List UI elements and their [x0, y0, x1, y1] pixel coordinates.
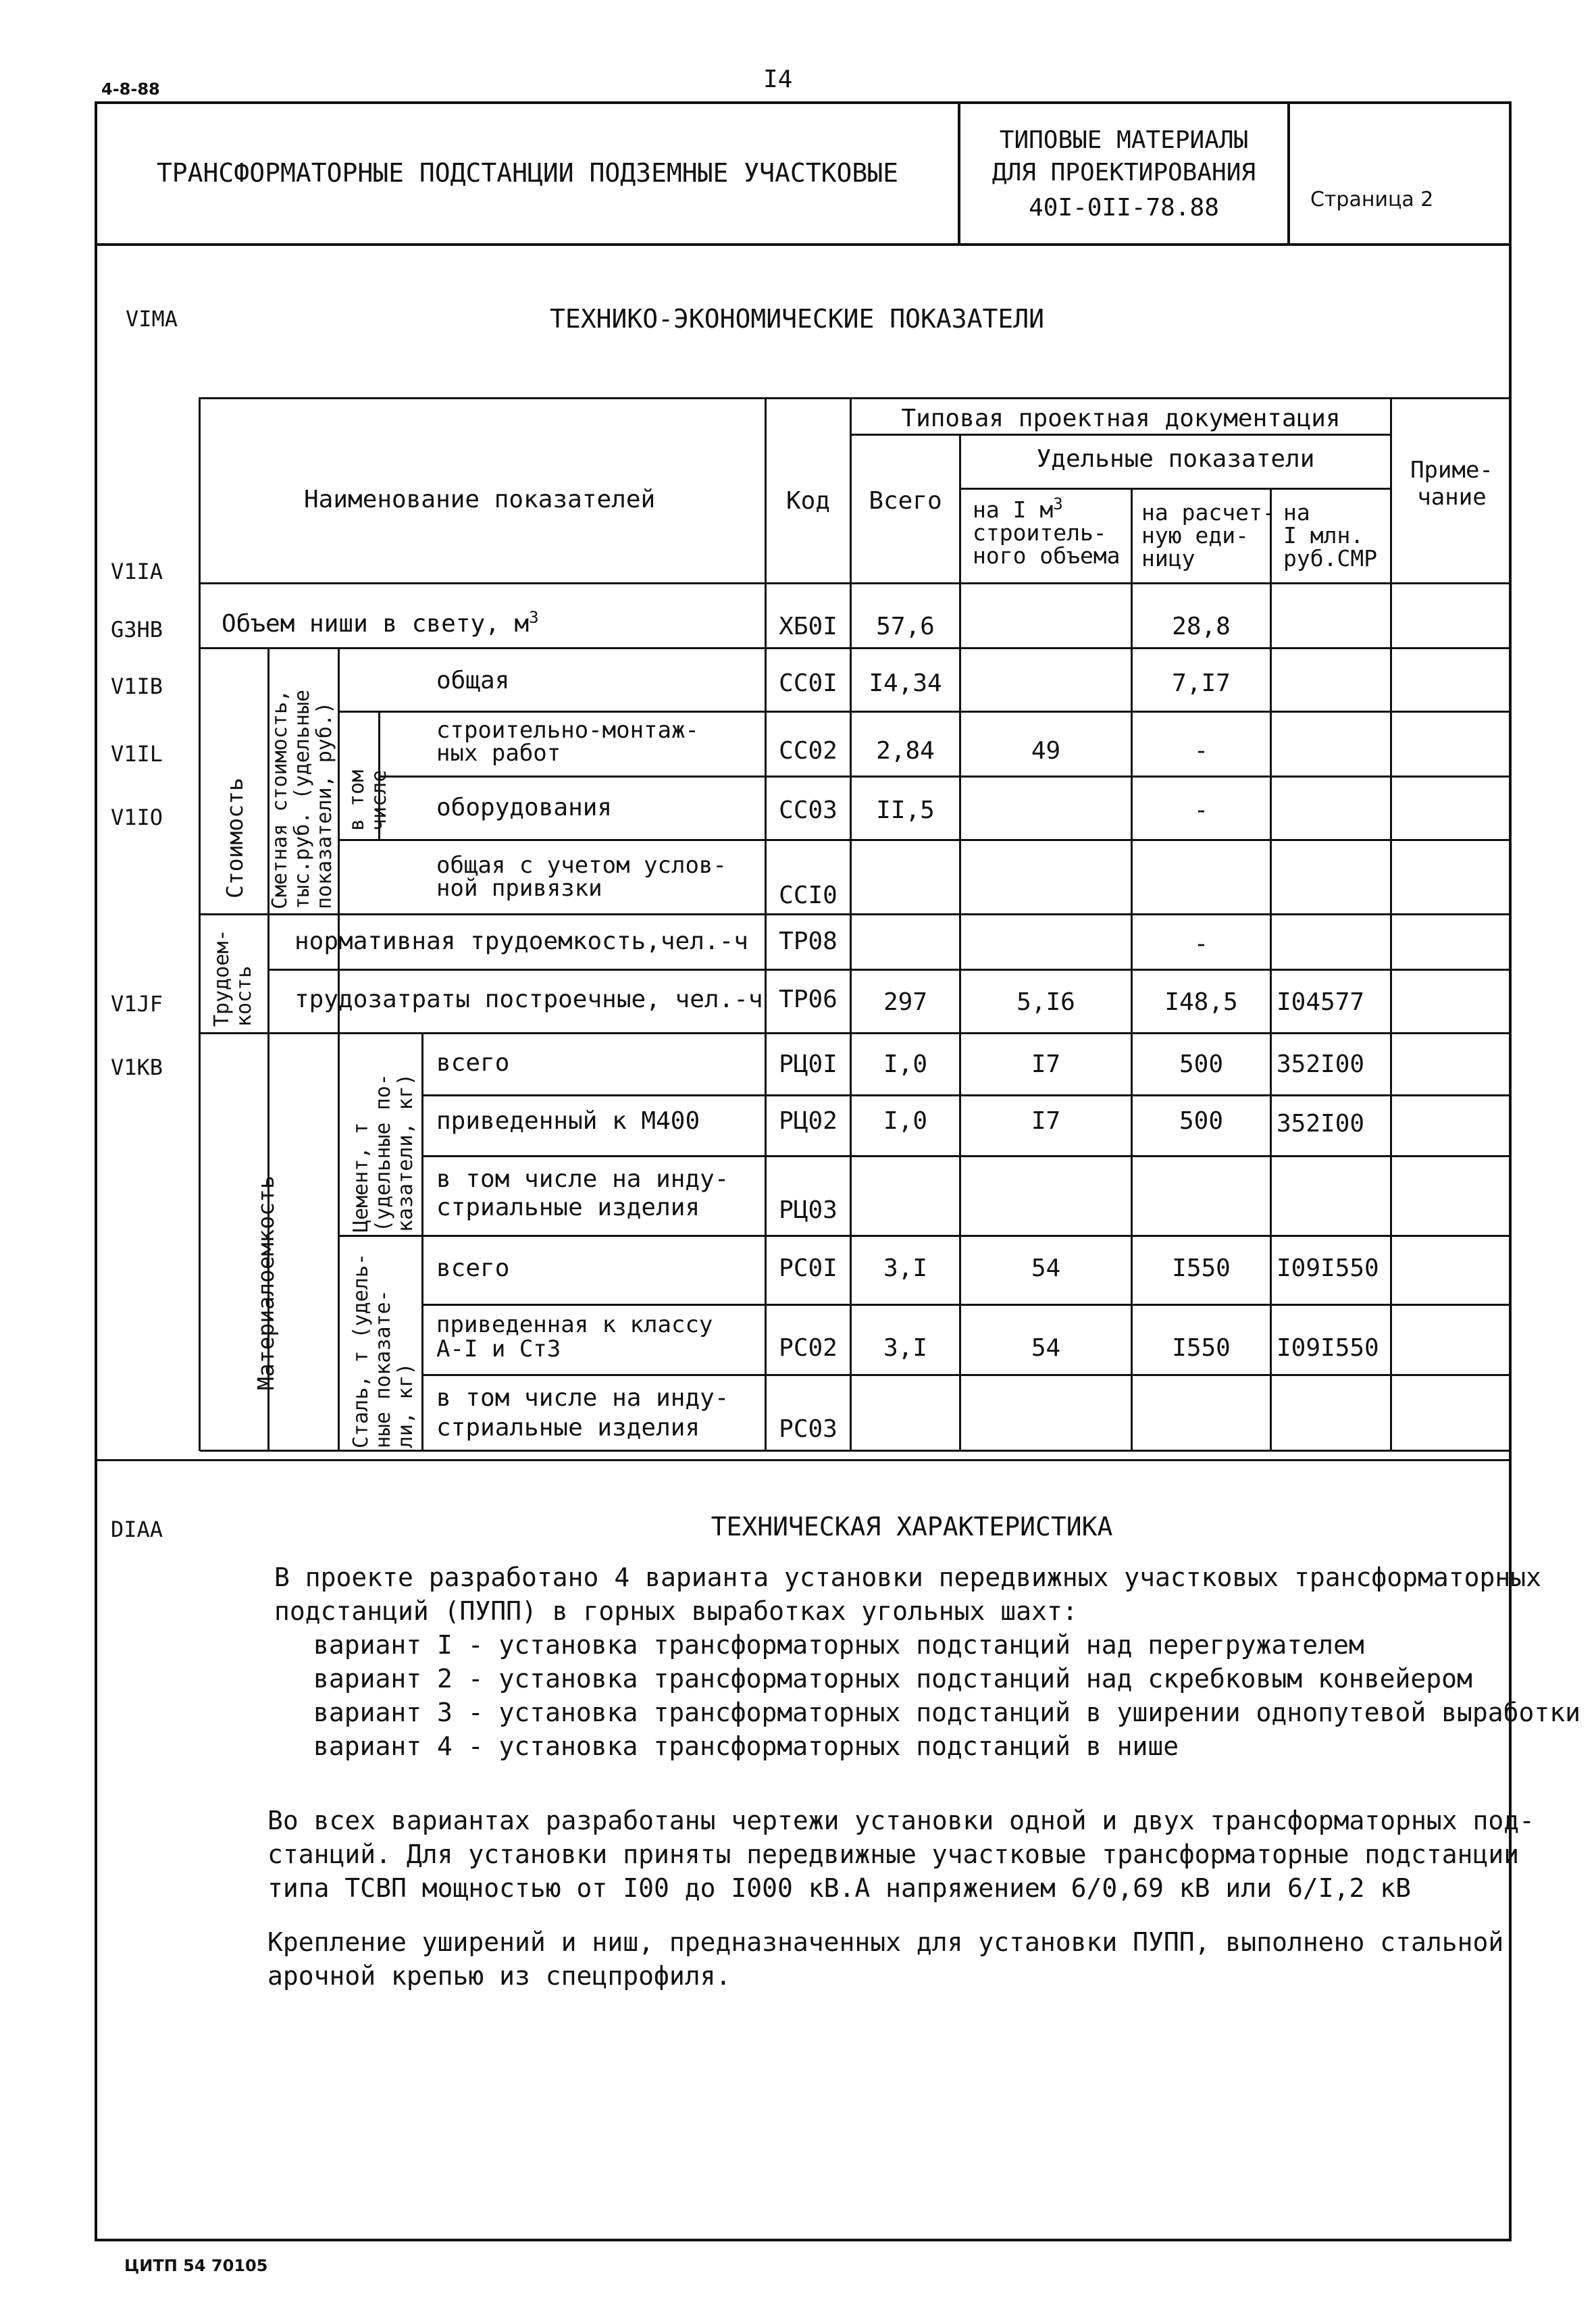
row-name-l2: А-I и Ст3 — [436, 1336, 561, 1363]
row-name-l2: стриальные изделия — [436, 1414, 700, 1442]
side-code: DIAA — [111, 1517, 163, 1542]
side-code: V1IL — [111, 741, 163, 767]
row-code: РЦ03 — [779, 1196, 838, 1224]
row-per-unit: - — [1193, 930, 1209, 958]
row-per-unit: 28,8 — [1172, 613, 1231, 640]
row-per-mln: I09I550 — [1277, 1254, 1379, 1282]
col-header-per-mln-l2: I млн. — [1283, 522, 1364, 549]
vgroup-steel: Сталь, т (удель- ные показате- ли, кг) — [349, 1253, 417, 1448]
row-code: СС02 — [779, 737, 838, 765]
side-code: V1IB — [111, 673, 163, 699]
paragraph-line: Крепление уширений и ниш, предназначенных для установки ПУПП, выполнено стальной — [267, 1927, 1504, 1957]
group-header-specific: Удельные показатели — [1036, 445, 1315, 473]
col-header-per-mln: на — [1283, 499, 1310, 526]
row-per-m3: I7 — [1031, 1107, 1061, 1135]
page-number: I4 — [763, 66, 793, 93]
row-code: РЦ0I — [779, 1050, 838, 1078]
row-name: всего — [436, 1049, 510, 1077]
paragraph-line: Во всех вариантах разработаны чертежи установки одной и двух трансформаторных под- — [267, 1806, 1535, 1835]
row-per-unit: - — [1193, 796, 1209, 824]
document-code: 4-8-88 — [101, 80, 160, 99]
vgroup-including: в том числе — [345, 769, 391, 831]
col-header-per-mln-l3: руб.СМР — [1283, 545, 1378, 571]
side-code: V1KB — [111, 1054, 163, 1080]
col-header-note: Приме- — [1410, 457, 1493, 484]
row-total: 3,I — [883, 1254, 928, 1282]
row-total: II,5 — [876, 796, 935, 824]
paragraph-line: типа ТСВП мощностью от I00 до I000 кВ.А напряжением 6/0,69 кВ или 6/I,2 кВ — [267, 1873, 1411, 1903]
col-header-note-l2: чание — [1417, 484, 1487, 511]
row-code: РС03 — [779, 1415, 838, 1443]
row-name: трудозатраты построечные, чел.-ч — [294, 986, 763, 1013]
col-header-per-m3-l3: ного объема — [973, 542, 1121, 569]
series-line-3: 40I-0II-78.88 — [1029, 194, 1219, 222]
col-header-total: Всего — [869, 487, 942, 515]
section-title-characteristic: ТЕХНИЧЕСКАЯ ХАРАКТЕРИСТИКА — [711, 1512, 1113, 1542]
row-name: оборудования — [436, 794, 613, 821]
row-per-unit: 500 — [1179, 1107, 1224, 1135]
row-total: I4,34 — [869, 669, 942, 697]
row-total: 297 — [883, 988, 928, 1016]
row-per-mln: I09I550 — [1277, 1334, 1379, 1362]
row-total: 57,6 — [876, 613, 935, 640]
side-code: V1IA — [111, 559, 163, 584]
row-per-mln: 352I00 — [1277, 1050, 1365, 1078]
row-per-mln: 352I00 — [1277, 1110, 1365, 1138]
col-header-per-unit-l2: ную еди- — [1141, 522, 1249, 549]
row-name: приведенная к классу — [436, 1311, 713, 1338]
row-per-m3: 54 — [1031, 1334, 1061, 1362]
row-code: ТР08 — [779, 927, 838, 955]
row-code: РС0I — [779, 1254, 838, 1282]
row-name: нормативная трудоемкость,чел.-ч — [294, 927, 748, 955]
row-name: общая с учетом услов- — [436, 852, 727, 879]
row-code: СС03 — [779, 796, 838, 824]
side-code: VIMA — [126, 306, 178, 332]
row-per-unit: I550 — [1172, 1334, 1231, 1362]
paragraph-line: арочной крепью из спецпрофиля. — [267, 1961, 731, 1991]
row-per-m3: 54 — [1031, 1254, 1061, 1282]
row-code: РС02 — [779, 1334, 838, 1362]
col-header-code: Код — [786, 487, 831, 515]
row-per-m3: 49 — [1031, 737, 1061, 765]
row-name-l2: ной привязки — [436, 875, 602, 902]
col-header-per-unit-l3: ницу — [1141, 545, 1195, 571]
row-total: I,0 — [883, 1107, 928, 1135]
row-name: в том числе на инду- — [436, 1165, 729, 1193]
variant-line: вариант 3 - установка трансформаторных подстанций в уширении однопутевой выработки — [313, 1698, 1580, 1727]
side-code: V1JF — [111, 991, 163, 1017]
side-code: G3HB — [111, 617, 163, 642]
group-header-typical: Типовая проектная документация — [901, 405, 1341, 432]
document-title: ТРАНСФОРМАТОРНЫЕ ПОДСТАНЦИИ ПОДЗЕМНЫЕ УЧАСТКОВЫЕ — [156, 158, 899, 188]
series-line-1: ТИПОВЫЕ МАТЕРИАЛЫ — [999, 126, 1249, 154]
row-code: ТР06 — [779, 986, 838, 1013]
row-name: в том числе на инду- — [436, 1384, 729, 1412]
row-name: Объем ниши в свету, $м^3$ — [222, 608, 539, 638]
row-per-unit: 7,I7 — [1172, 669, 1231, 697]
row-per-unit: I48,5 — [1164, 988, 1238, 1016]
row-per-m3: I7 — [1031, 1050, 1061, 1078]
vgroup-estimate: Сметная стоимость, тыс.руб. (удельные показатели, руб.) — [268, 689, 336, 909]
paragraph-line: подстанций (ПУПП) в горных выработках угольных шахт: — [274, 1596, 1078, 1626]
section-title-indicators: ТЕХНИКО-ЭКОНОМИЧЕСКИЕ ПОКАЗАТЕЛИ — [549, 304, 1045, 334]
row-total: 2,84 — [876, 737, 935, 765]
col-header-name: Наименование показателей — [304, 486, 656, 513]
footer-code: ЦИТП 54 70105 — [124, 2256, 268, 2275]
row-per-mln: I04577 — [1277, 988, 1365, 1016]
row-code: РЦ02 — [779, 1107, 838, 1135]
row-total: 3,I — [883, 1334, 928, 1362]
row-name: строительно-монтаж- — [436, 717, 699, 744]
vgroup-cement: Цемент, т (удельные по- казатели, кг) — [349, 1073, 417, 1232]
row-per-unit: 500 — [1179, 1050, 1224, 1078]
row-name-l2: ных работ — [436, 740, 561, 767]
vgroup-cost: Стоимость — [222, 778, 248, 898]
row-name: общая — [436, 667, 510, 694]
paragraph-line: В проекте разработано 4 варианта установки передвижных участковых трансформаторных — [274, 1562, 1541, 1592]
side-code: V1IO — [111, 805, 163, 830]
row-code: ССI0 — [779, 882, 838, 909]
paragraph-line: станций. Для установки приняты передвижные участковые трансформаторные подстанции — [267, 1839, 1520, 1869]
page-label: Страница 2 — [1310, 188, 1434, 211]
row-per-unit: I550 — [1172, 1254, 1231, 1282]
row-per-unit: - — [1193, 737, 1209, 765]
row-total: I,0 — [883, 1050, 928, 1078]
variant-line: вариант I - установка трансформаторных подстанций над перегружателем — [313, 1630, 1364, 1660]
variant-line: вариант 2 - установка трансформаторных подстанций над скребковым конвейером — [313, 1664, 1472, 1694]
row-per-m3: 5,I6 — [1016, 988, 1075, 1016]
row-code: СС0I — [779, 669, 838, 697]
vgroup-material: Материалоемкость — [253, 1175, 279, 1390]
col-header-per-unit: на расчет- — [1141, 499, 1276, 526]
row-name-l2: стриальные изделия — [436, 1194, 700, 1221]
vgroup-labor: Трудоем- кость — [210, 929, 256, 1027]
col-header-per-m3-l2: строитель- — [973, 519, 1107, 546]
row-code: ХБ0I — [779, 613, 838, 640]
series-line-2: ДЛЯ ПРОЕКТИРОВАНИЯ — [992, 159, 1256, 186]
col-header-per-m3: на I $м^3$ — [973, 494, 1063, 523]
row-name: всего — [436, 1254, 510, 1282]
variant-line: вариант 4 - установка трансформаторных подстанций в нише — [313, 1731, 1179, 1761]
row-name: приведенный к М400 — [436, 1107, 700, 1135]
